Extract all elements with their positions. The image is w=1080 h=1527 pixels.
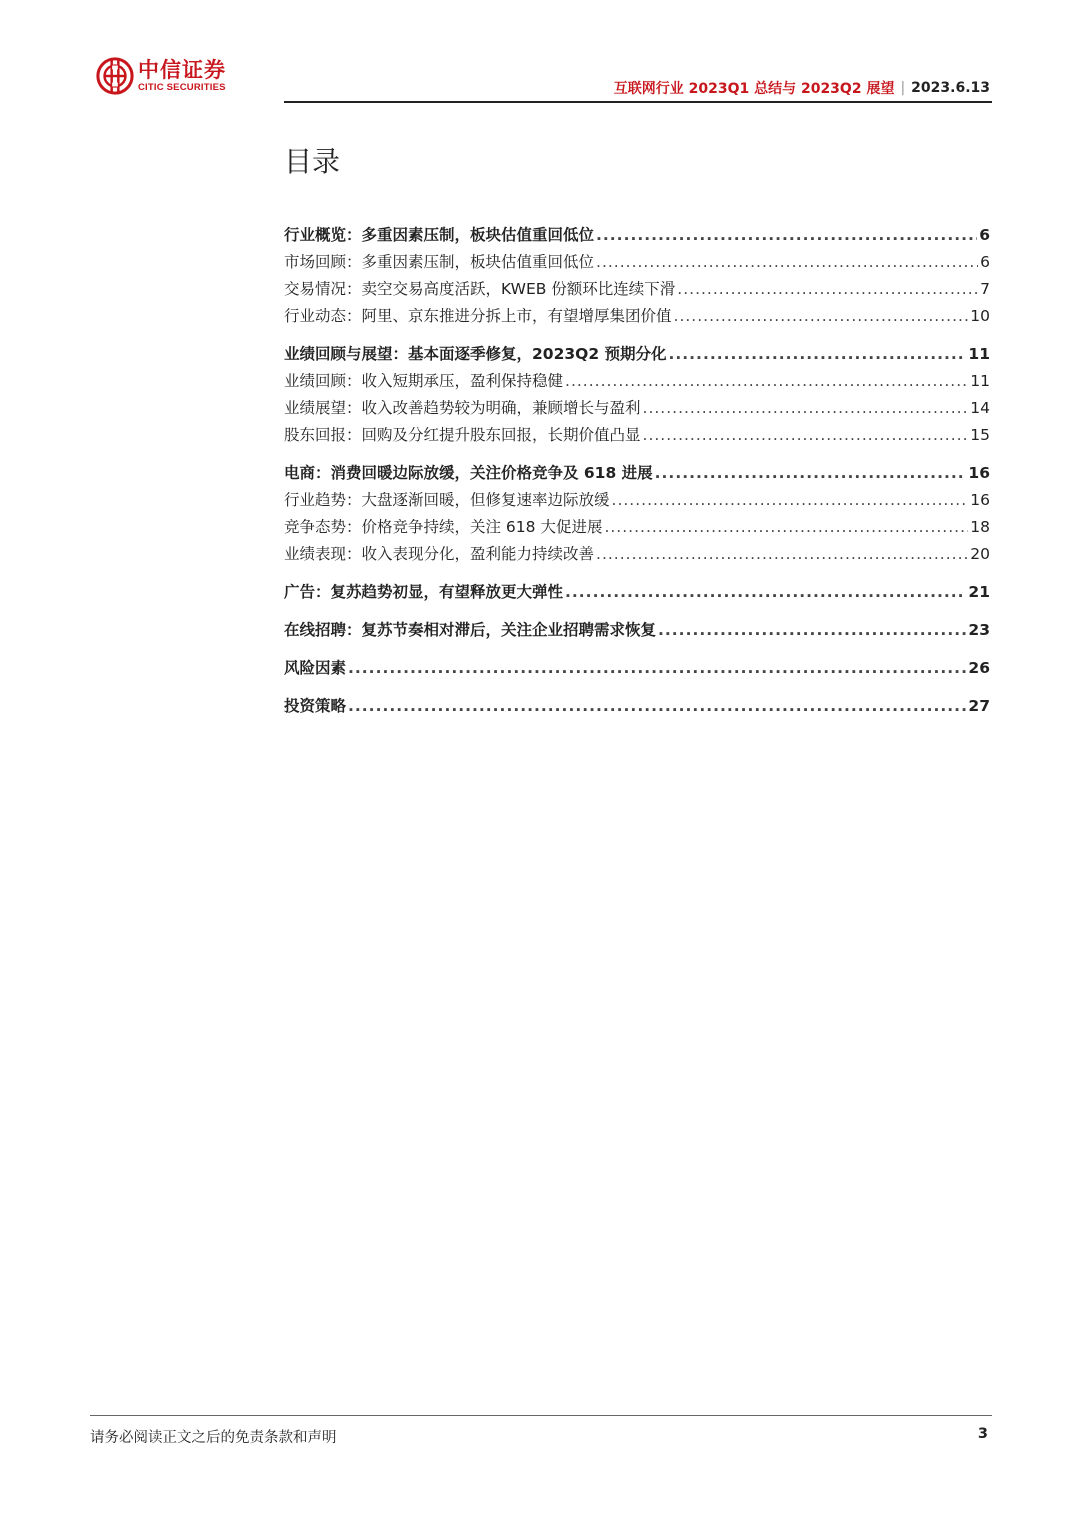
toc-entry-page: 11 (970, 372, 990, 390)
toc-entry[interactable] (284, 341, 990, 368)
toc-entry-page: 11 (968, 345, 990, 363)
toc-entry[interactable] (284, 303, 990, 330)
toc-entry-page: 16 (970, 491, 990, 509)
toc-entry[interactable] (284, 460, 990, 487)
toc-entry-page: 6 (979, 226, 990, 244)
toc-entry-page: 10 (970, 307, 990, 325)
toc-dot-leader (596, 222, 977, 249)
toc-entry[interactable] (284, 579, 990, 606)
toc-dot-leader (596, 541, 968, 568)
toc-entry-label: 在线招聘：复苏节奏相对滞后，关注企业招聘需求恢复 (284, 621, 657, 639)
toc-entry[interactable] (284, 276, 990, 303)
toc-entry[interactable] (284, 422, 990, 449)
toc-dot-leader (612, 487, 969, 514)
toc-entry[interactable] (284, 617, 990, 644)
toc-entry-label: 广告：复苏趋势初显，有望释放更大弹性 (284, 583, 564, 601)
toc-dot-leader (669, 341, 967, 368)
toc-entry-label: 行业概览：多重因素压制，板块估值重回低位 (284, 226, 595, 244)
toc-heading: 目录 (284, 145, 341, 178)
toc-entry-page: 16 (968, 464, 990, 482)
toc-entry-page: 21 (968, 583, 990, 601)
toc-entry[interactable] (284, 693, 990, 720)
toc-entry-label: 业绩回顾与展望：基本面逐季修复，2023Q2 预期分化 (284, 345, 667, 363)
toc-dot-leader (643, 395, 969, 422)
toc-dot-leader (596, 249, 978, 276)
toc-entry-label: 行业动态：阿里、京东推进分拆上市，有望增厚集团价值 (284, 307, 672, 325)
logo-english-name: CITIC SECURITIES (138, 82, 226, 93)
toc-dot-leader (674, 303, 969, 330)
toc-entry[interactable] (284, 368, 990, 395)
toc-entry[interactable] (284, 514, 990, 541)
toc-dot-leader (565, 368, 968, 395)
toc-dot-leader (655, 460, 967, 487)
toc-entry-label: 市场回顾：多重因素压制，板块估值重回低位 (284, 253, 595, 271)
toc-entry-page: 23 (968, 621, 990, 639)
toc-entry-label: 交易情况：卖空交易高度活跃，KWEB 份额环比连续下滑 (284, 280, 676, 298)
page-header (0, 0, 1080, 110)
table-of-contents (284, 222, 990, 720)
toc-dot-leader (565, 579, 966, 606)
report-date: 2023.6.13 (911, 80, 990, 96)
toc-entry-label: 股东回报：回购及分红提升股东回报，长期价值凸显 (284, 426, 641, 444)
toc-entry-label: 业绩回顾：收入短期承压，盈利保持稳健 (284, 372, 564, 390)
report-title: 互联网行业 2023Q1 总结与 2023Q2 展望 (613, 81, 895, 97)
toc-entry-label: 业绩展望：收入改善趋势较为明确，兼顾增长与盈利 (284, 399, 641, 417)
toc-entry-page: 18 (970, 518, 990, 536)
footer-divider (90, 1415, 992, 1416)
toc-entry-page: 6 (980, 253, 990, 271)
page-number: 3 (977, 1426, 988, 1442)
toc-entry-page: 14 (970, 399, 990, 417)
footer-disclaimer: 请务必阅读正文之后的免责条款和声明 (90, 1430, 337, 1446)
toc-entry-label: 业绩表现：收入表现分化，盈利能力持续改善 (284, 545, 595, 563)
citic-logo-icon (96, 57, 134, 95)
logo-chinese-name: 中信证券 (138, 58, 226, 82)
toc-dot-leader (643, 422, 969, 449)
toc-entry-page: 7 (980, 280, 990, 298)
toc-entry[interactable] (284, 395, 990, 422)
toc-dot-leader (348, 655, 966, 682)
toc-entry[interactable] (284, 655, 990, 682)
toc-entry-label: 行业趋势：大盘逐渐回暖，但修复速率边际放缓 (284, 491, 610, 509)
toc-dot-leader (604, 514, 968, 541)
toc-entry[interactable] (284, 487, 990, 514)
toc-entry-page: 26 (968, 659, 990, 677)
toc-entry-page: 27 (968, 697, 990, 715)
toc-entry-label: 投资策略 (284, 697, 347, 715)
header-divider (284, 101, 992, 103)
toc-dot-leader (677, 276, 978, 303)
toc-entry-label: 竞争态势：价格竞争持续，关注 618 大促进展 (284, 518, 603, 536)
toc-entry[interactable] (284, 541, 990, 568)
header-report-info (614, 78, 990, 98)
toc-entry[interactable] (284, 222, 990, 249)
citic-logo (96, 57, 226, 95)
toc-entry[interactable] (284, 249, 990, 276)
header-separator: | (900, 80, 906, 96)
toc-entry-page: 15 (970, 426, 990, 444)
toc-entry-label: 风险因素 (284, 659, 347, 677)
toc-dot-leader (658, 617, 966, 644)
toc-entry-page: 20 (970, 545, 990, 563)
toc-dot-leader (348, 693, 966, 720)
toc-entry-label: 电商：消费回暖边际放缓，关注价格竞争及 618 进展 (284, 464, 653, 482)
